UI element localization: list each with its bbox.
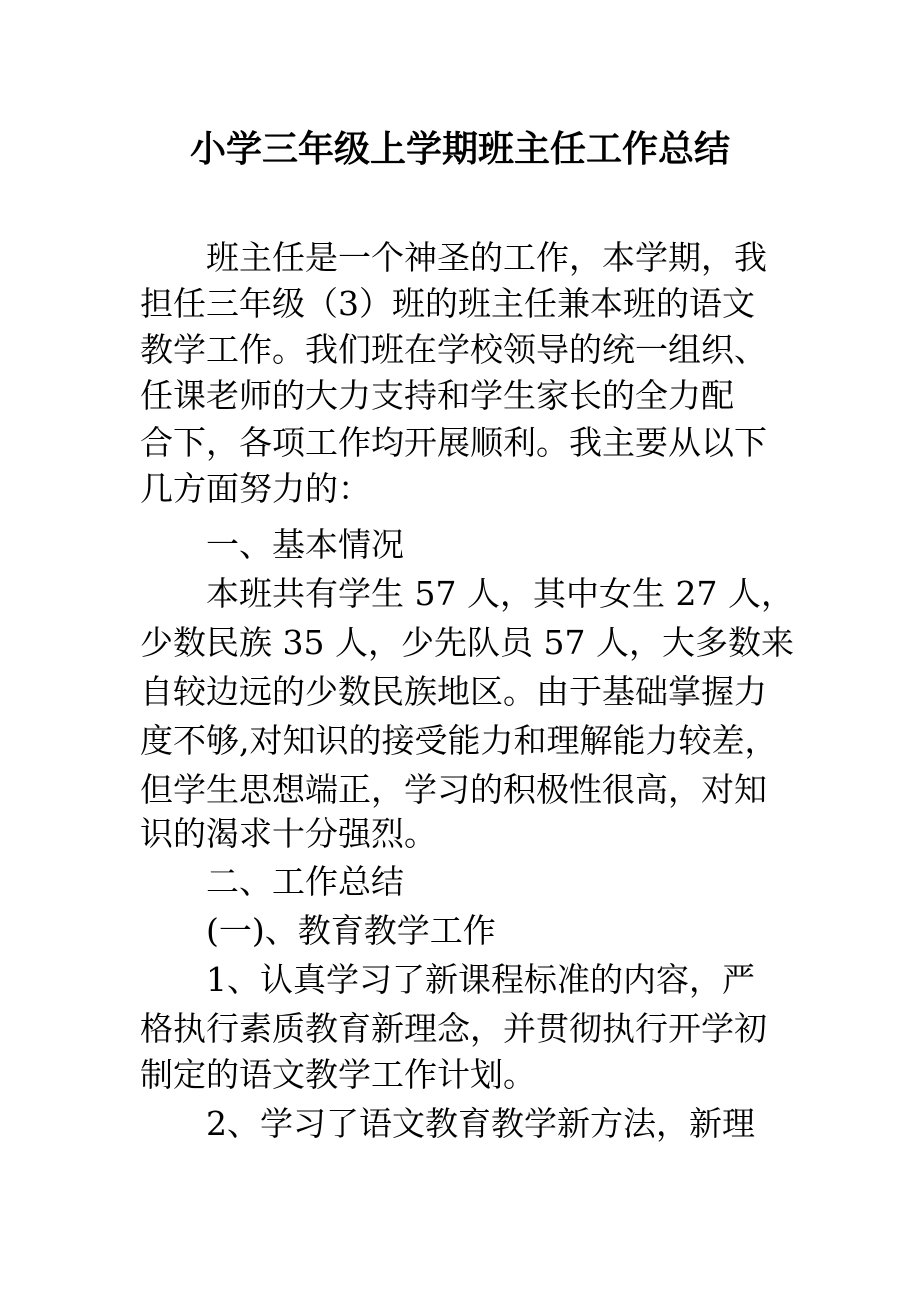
paragraph-line: 合下，各项工作均开展顺利。我主要从以下 (140, 423, 767, 462)
paragraph-line: 教学工作。我们班在学校领导的统一组织、 (140, 330, 767, 369)
paragraph-line: 本班共有学生 57 人，其中女生 27 人， (206, 574, 794, 613)
paragraph-line: 担任三年级（3）班的班主任兼本班的语文 (140, 284, 755, 323)
paragraph-line: 制定的语文教学工作计划。 (140, 1055, 536, 1094)
paragraph-line: 格执行素质教育新理念，并贯彻执行开学初 (140, 1009, 767, 1048)
paragraph-line: 度不够,对知识的接受能力和理解能力较差， (140, 721, 778, 760)
document-title: 小学三年级上学期班主任工作总结 (189, 129, 730, 170)
paragraph-line: 2、学习了语文教育教学新方法，新理 (206, 1104, 755, 1143)
section-heading: 一、基本情况 (206, 525, 404, 564)
paragraph-line: 自较边远的少数民族地区。由于基础掌握力 (140, 672, 767, 711)
paragraph-line: 但学生思想端正，学习的积极性很高，对知 (140, 770, 767, 809)
subsection-heading: (一)、教育教学工作 (206, 911, 496, 950)
paragraph-line: 少数民族 35 人，少先队员 57 人，大多数来 (140, 623, 794, 662)
paragraph-line: 任课老师的大力支持和学生家长的全力配 (140, 376, 734, 415)
paragraph-line: 几方面努力的： (140, 469, 371, 508)
paragraph-line: 识的渴求十分强烈。 (140, 814, 437, 853)
section-heading: 二、工作总结 (206, 862, 404, 901)
paragraph-line: 班主任是一个神圣的工作，本学期，我 (206, 238, 767, 277)
paragraph-line: 1、认真学习了新课程标准的内容，严 (206, 960, 755, 999)
